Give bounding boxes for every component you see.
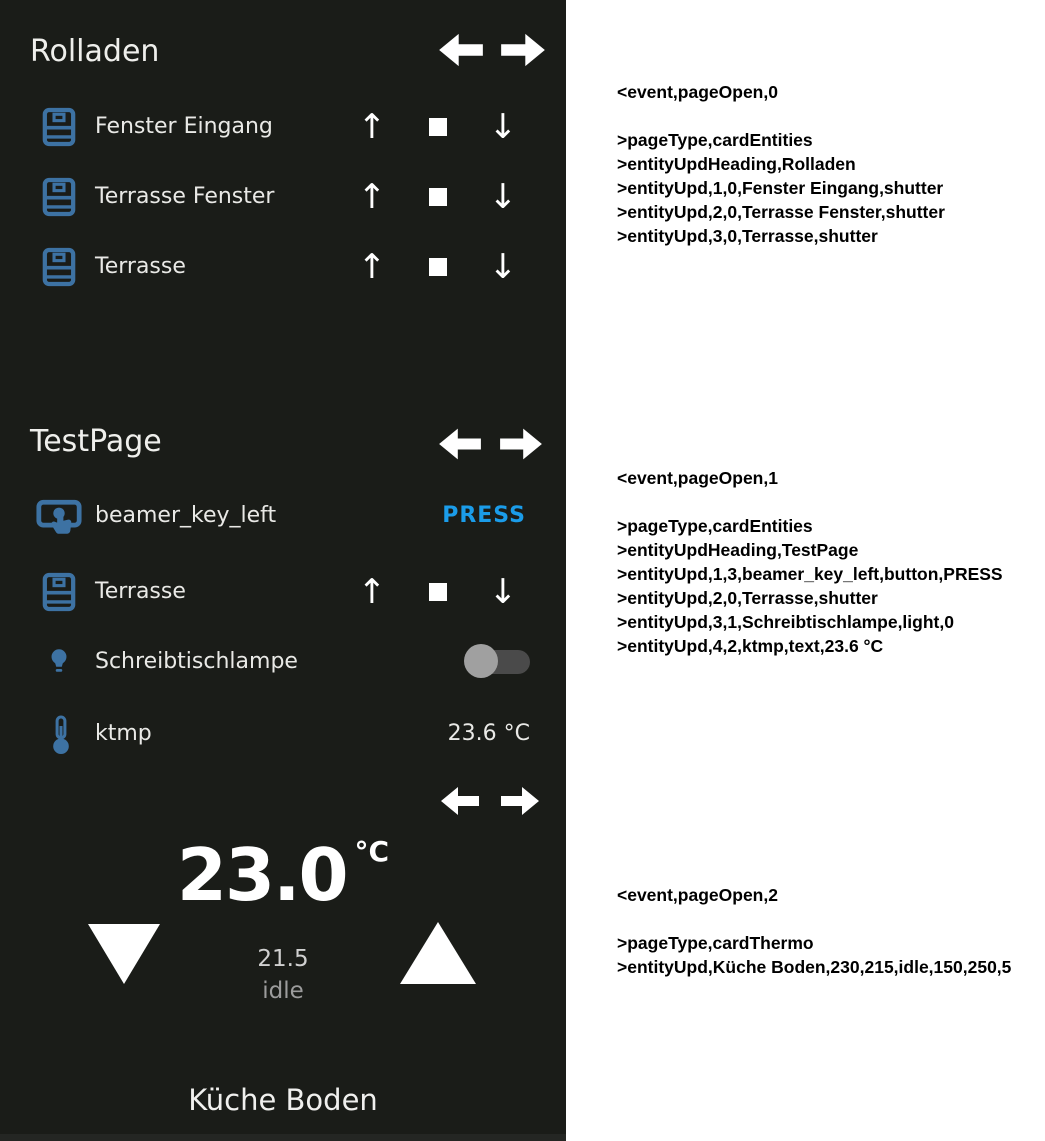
protocol-line: >entityUpdHeading,TestPage bbox=[617, 540, 859, 560]
shutter-up-button[interactable]: ↑ bbox=[357, 107, 387, 147]
thermometer-icon bbox=[49, 714, 73, 756]
current-temperature-value: 23.0 bbox=[176, 833, 347, 917]
window-shutter-icon bbox=[42, 572, 76, 612]
protocol-line: >pageType,cardEntities bbox=[617, 516, 813, 536]
window-shutter-icon bbox=[42, 247, 76, 287]
entity-row bbox=[0, 105, 566, 149]
protocol-line: >entityUpd,1,0,Fenster Eingang,shutter bbox=[617, 178, 944, 198]
shutter-stop-button[interactable] bbox=[429, 188, 447, 206]
card-heading-rolladen: Rolladen bbox=[30, 34, 160, 69]
entity-label: Terrasse bbox=[95, 579, 186, 604]
protocol-block bbox=[617, 466, 1037, 658]
entity-label: Schreibtischlampe bbox=[95, 649, 298, 674]
arrow-left-icon bbox=[439, 34, 483, 66]
thermostat-title: Küche Boden bbox=[188, 1083, 378, 1117]
protocol-line: >entityUpd,3,0,Terrasse,shutter bbox=[617, 226, 878, 246]
nav-next-button[interactable] bbox=[499, 425, 543, 463]
gesture-tap-button-icon bbox=[35, 494, 83, 538]
blank-line bbox=[617, 490, 1037, 514]
arrow-right-icon bbox=[500, 429, 542, 460]
nav-next-button[interactable] bbox=[500, 784, 540, 818]
lightbulb-icon bbox=[45, 643, 73, 681]
protocol-line: >pageType,cardEntities bbox=[617, 130, 813, 150]
arrow-right-icon bbox=[501, 34, 545, 66]
press-button[interactable]: PRESS bbox=[442, 503, 526, 528]
shutter-up-button[interactable]: ↑ bbox=[357, 247, 387, 287]
target-temperature: 21.5 bbox=[257, 946, 309, 972]
nav-prev-button[interactable] bbox=[440, 784, 480, 818]
shutter-down-button[interactable]: ↓ bbox=[488, 107, 518, 147]
protocol-line: >pageType,cardThermo bbox=[617, 933, 814, 953]
temperature-value: 23.6 °C bbox=[447, 721, 530, 746]
entity-row bbox=[0, 570, 566, 614]
shutter-up-button[interactable]: ↑ bbox=[357, 572, 387, 612]
card-heading-testpage: TestPage bbox=[30, 424, 162, 459]
protocol-line: >entityUpd,2,0,Terrasse Fenster,shutter bbox=[617, 202, 945, 222]
blank-line bbox=[617, 104, 1037, 128]
entity-row bbox=[0, 712, 566, 756]
entity-label: Terrasse bbox=[95, 254, 186, 279]
window-shutter-icon bbox=[42, 107, 76, 147]
hvac-state: idle bbox=[262, 978, 304, 1004]
shutter-down-button[interactable]: ↓ bbox=[488, 177, 518, 217]
entity-label: ktmp bbox=[95, 721, 152, 746]
entity-label: Fenster Eingang bbox=[95, 114, 273, 139]
entity-row bbox=[0, 245, 566, 289]
shutter-up-button[interactable]: ↑ bbox=[357, 177, 387, 217]
temperature-unit: °C bbox=[354, 835, 390, 868]
shutter-down-button[interactable]: ↓ bbox=[488, 247, 518, 287]
page-nav bbox=[440, 784, 540, 818]
entity-label: beamer_key_left bbox=[95, 503, 277, 528]
protocol-line: >entityUpd,4,2,ktmp,text,23.6 °C bbox=[617, 636, 884, 656]
shutter-stop-button[interactable] bbox=[429, 258, 447, 276]
page-nav bbox=[438, 30, 546, 70]
current-temperature bbox=[133, 833, 433, 917]
protocol-line: >entityUpd,1,3,beamer_key_left,button,PRESS bbox=[617, 564, 1003, 584]
entity-row bbox=[0, 175, 566, 219]
nav-prev-button[interactable] bbox=[438, 30, 484, 70]
toggle-knob bbox=[464, 644, 498, 678]
light-toggle-switch[interactable] bbox=[464, 642, 530, 680]
arrow-left-icon bbox=[439, 429, 481, 460]
blank-line bbox=[617, 907, 1037, 931]
page-nav bbox=[438, 425, 543, 463]
shutter-stop-button[interactable] bbox=[429, 118, 447, 136]
protocol-event-line: <event,pageOpen,0 bbox=[617, 82, 778, 102]
arrow-left-icon bbox=[441, 787, 479, 815]
entity-label: Terrasse Fenster bbox=[95, 184, 275, 209]
protocol-event-line: <event,pageOpen,1 bbox=[617, 468, 778, 488]
arrow-right-icon bbox=[501, 787, 539, 815]
window-shutter-icon bbox=[42, 177, 76, 217]
protocol-line: >entityUpd,Küche Boden,230,215,idle,150,250,5 bbox=[617, 957, 1012, 977]
protocol-block bbox=[617, 883, 1037, 979]
protocol-line: >entityUpdHeading,Rolladen bbox=[617, 154, 856, 174]
entity-row bbox=[0, 494, 566, 538]
entity-row bbox=[0, 640, 566, 684]
protocol-event-line: <event,pageOpen,2 bbox=[617, 885, 778, 905]
shutter-stop-button[interactable] bbox=[429, 583, 447, 601]
panel-bottom-strip bbox=[0, 1134, 566, 1141]
protocol-line: >entityUpd,3,1,Schreibtischlampe,light,0 bbox=[617, 612, 954, 632]
nav-next-button[interactable] bbox=[500, 30, 546, 70]
nav-prev-button[interactable] bbox=[438, 425, 482, 463]
protocol-line: >entityUpd,2,0,Terrasse,shutter bbox=[617, 588, 878, 608]
shutter-down-button[interactable]: ↓ bbox=[488, 572, 518, 612]
protocol-block bbox=[617, 80, 1037, 248]
